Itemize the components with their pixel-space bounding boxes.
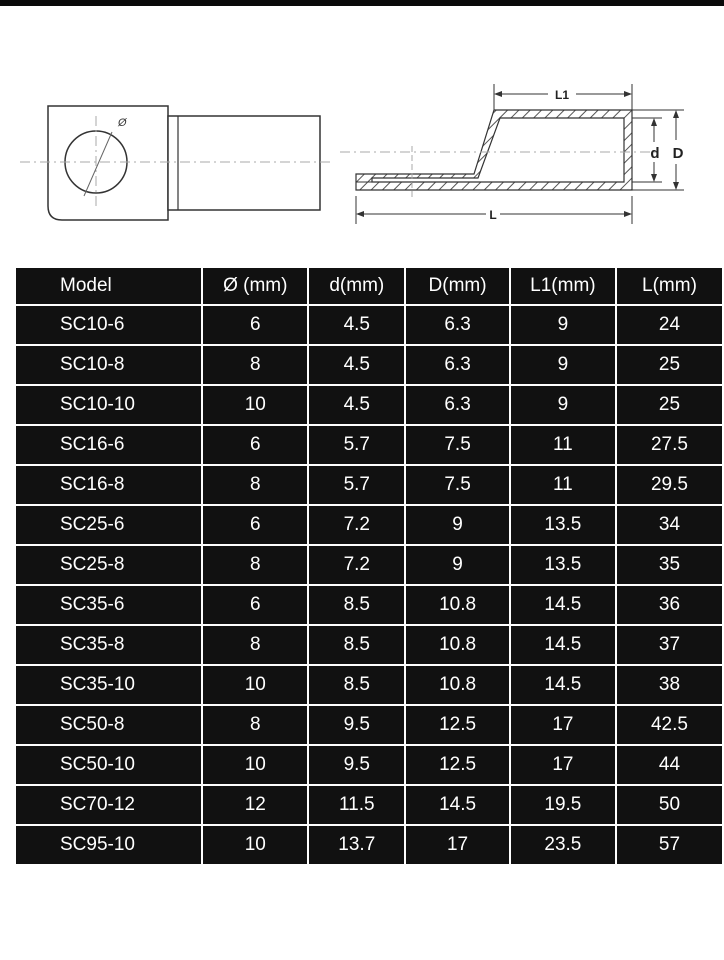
- total-length-cell: 36: [617, 586, 722, 624]
- l1-dimension-label: L1: [554, 88, 570, 102]
- barrel-length-cell: 23.5: [511, 826, 615, 864]
- inner-diameter-cell: 11.5: [309, 786, 404, 824]
- lug-diagram: [0, 6, 724, 256]
- hole-diameter-cell: 6: [203, 506, 307, 544]
- barrel-length-cell: 14.5: [511, 666, 615, 704]
- barrel-length-cell: 19.5: [511, 786, 615, 824]
- outer-diameter-cell: 12.5: [406, 706, 509, 744]
- outer-diameter-cell: 10.8: [406, 586, 509, 624]
- hole-diameter-cell: 6: [203, 586, 307, 624]
- model-cell: SC10-8: [16, 346, 201, 384]
- barrel-length-cell: 11: [511, 466, 615, 504]
- model-cell: SC25-6: [16, 506, 201, 544]
- inner-diameter-cell: 9.5: [309, 706, 404, 744]
- inner-diameter-cell: 8.5: [309, 626, 404, 664]
- barrel-length-cell: 13.5: [511, 546, 615, 584]
- total-length-cell: 24: [617, 306, 722, 344]
- inner-diameter-cell: 7.2: [309, 546, 404, 584]
- table-row: [16, 426, 722, 464]
- model-cell: SC10-10: [16, 386, 201, 424]
- d-small-dimension-label: d: [650, 145, 660, 162]
- model-cell: SC35-8: [16, 626, 201, 664]
- table-row: [16, 306, 722, 344]
- inner-diameter-cell: 8.5: [309, 666, 404, 704]
- outer-diameter-cell: 6.3: [406, 346, 509, 384]
- barrel-length-cell: 14.5: [511, 626, 615, 664]
- hole-diameter-cell: 8: [203, 626, 307, 664]
- column-header-barrel-length: L1(mm): [511, 268, 615, 304]
- outer-diameter-cell: 7.5: [406, 426, 509, 464]
- outer-diameter-cell: 10.8: [406, 666, 509, 704]
- barrel-length-cell: 14.5: [511, 586, 615, 624]
- barrel-length-cell: 17: [511, 706, 615, 744]
- table-row: [16, 346, 722, 384]
- outer-diameter-cell: 6.3: [406, 306, 509, 344]
- table-row: [16, 466, 722, 504]
- model-cell: SC16-8: [16, 466, 201, 504]
- total-length-cell: 50: [617, 786, 722, 824]
- model-cell: SC50-8: [16, 706, 201, 744]
- table-row: [16, 706, 722, 744]
- model-cell: SC35-10: [16, 666, 201, 704]
- table-row: [16, 786, 722, 824]
- model-cell: SC16-6: [16, 426, 201, 464]
- hole-diameter-cell: 8: [203, 346, 307, 384]
- column-header-total-length: L(mm): [617, 268, 722, 304]
- outer-diameter-cell: 7.5: [406, 466, 509, 504]
- table-row: [16, 546, 722, 584]
- inner-diameter-cell: 5.7: [309, 426, 404, 464]
- outer-diameter-cell: 10.8: [406, 626, 509, 664]
- model-cell: SC25-8: [16, 546, 201, 584]
- total-length-cell: 57: [617, 826, 722, 864]
- barrel-length-cell: 9: [511, 346, 615, 384]
- inner-diameter-cell: 7.2: [309, 506, 404, 544]
- table-row: [16, 386, 722, 424]
- column-header-hole-diameter: Ø (mm): [203, 268, 307, 304]
- inner-diameter-cell: 9.5: [309, 746, 404, 784]
- total-length-cell: 25: [617, 386, 722, 424]
- model-cell: SC10-6: [16, 306, 201, 344]
- table-header-row: [16, 268, 722, 304]
- inner-diameter-cell: 5.7: [309, 466, 404, 504]
- total-length-cell: 25: [617, 346, 722, 384]
- hole-diameter-cell: 8: [203, 706, 307, 744]
- model-cell: SC50-10: [16, 746, 201, 784]
- model-cell: SC95-10: [16, 826, 201, 864]
- outer-diameter-cell: 9: [406, 506, 509, 544]
- outer-diameter-cell: 9: [406, 546, 509, 584]
- column-header-outer-diameter: D(mm): [406, 268, 509, 304]
- inner-diameter-cell: 4.5: [309, 346, 404, 384]
- outer-diameter-cell: 6.3: [406, 386, 509, 424]
- total-length-cell: 29.5: [617, 466, 722, 504]
- outer-diameter-cell: 14.5: [406, 786, 509, 824]
- hole-diameter-cell: 10: [203, 826, 307, 864]
- hole-diameter-cell: 10: [203, 666, 307, 704]
- hole-diameter-cell: 12: [203, 786, 307, 824]
- barrel-length-cell: 9: [511, 306, 615, 344]
- table-row: [16, 826, 722, 864]
- lug-side-view: [340, 84, 684, 224]
- outer-diameter-cell: 17: [406, 826, 509, 864]
- barrel-length-cell: 13.5: [511, 506, 615, 544]
- model-cell: SC70-12: [16, 786, 201, 824]
- hole-diameter-cell: 10: [203, 386, 307, 424]
- hole-diameter-cell: 6: [203, 426, 307, 464]
- hole-diameter-cell: 10: [203, 746, 307, 784]
- total-length-cell: 37: [617, 626, 722, 664]
- total-length-cell: 42.5: [617, 706, 722, 744]
- total-length-cell: 44: [617, 746, 722, 784]
- outer-diameter-cell: 12.5: [406, 746, 509, 784]
- total-length-cell: 38: [617, 666, 722, 704]
- hole-diameter-cell: 6: [203, 306, 307, 344]
- model-cell: SC35-6: [16, 586, 201, 624]
- inner-diameter-cell: 13.7: [309, 826, 404, 864]
- hole-diameter-cell: 8: [203, 546, 307, 584]
- table-row: [16, 586, 722, 624]
- hole-diameter-label: Ø: [118, 117, 127, 129]
- d-large-dimension-label: D: [672, 145, 684, 162]
- spec-table: [14, 266, 724, 866]
- l-dimension-label: L: [489, 208, 497, 222]
- hole-diameter-cell: 8: [203, 466, 307, 504]
- total-length-cell: 35: [617, 546, 722, 584]
- inner-diameter-cell: 4.5: [309, 306, 404, 344]
- barrel-length-cell: 11: [511, 426, 615, 464]
- table-body: [16, 306, 722, 864]
- inner-diameter-cell: 8.5: [309, 586, 404, 624]
- table-row: [16, 666, 722, 704]
- lug-front-view: [20, 106, 330, 220]
- table-row: [16, 746, 722, 784]
- table-row: [16, 626, 722, 664]
- barrel-length-cell: 9: [511, 386, 615, 424]
- column-header-model: Model: [16, 268, 201, 304]
- inner-diameter-cell: 4.5: [309, 386, 404, 424]
- total-length-cell: 27.5: [617, 426, 722, 464]
- total-length-cell: 34: [617, 506, 722, 544]
- barrel-length-cell: 17: [511, 746, 615, 784]
- table-row: [16, 506, 722, 544]
- column-header-inner-diameter: d(mm): [309, 268, 404, 304]
